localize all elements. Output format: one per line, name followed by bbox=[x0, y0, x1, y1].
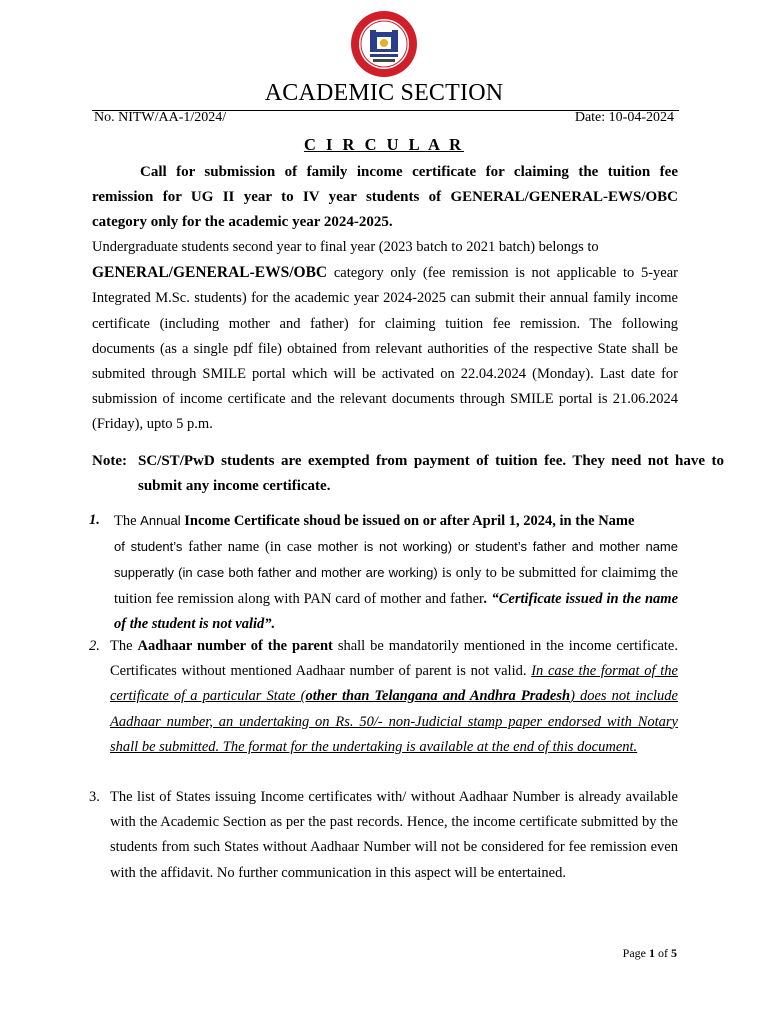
page-total: 5 bbox=[671, 946, 677, 960]
note-block bbox=[92, 449, 724, 499]
note-label: Note: bbox=[92, 453, 127, 469]
item-text: Annual bbox=[140, 513, 181, 528]
list-item bbox=[89, 634, 678, 760]
circular-subject: Call for submission of family income certificate for claiming the tuition fee remission for UG II year to IV year students of GENERAL/GENERAL-EWS/OBC category only for the academic year 2024-2025. bbox=[92, 164, 678, 231]
item-text: Income Certificate shoud be issued on or after April 1, 2024, in the Name bbox=[180, 513, 635, 529]
intro-text-c: category only (fee remission is not applicable to 5-year Integrated M.Sc. students) for the academic year 2024-2025 can submit their annual family income certificate (including mother and father) for claiming tuition fee remission. The following documents (as a single pdf file) obtained from relevant authorities of the respective State shall be submited through SMILE portal which will be activated on 22.04.2024 (Monday). Last date for submission of income certificate and the relevant documents through SMILE portal is 21.06.2024 (Friday), upto 5 p.m. bbox=[92, 265, 678, 433]
list-item bbox=[89, 508, 679, 637]
item-text: The bbox=[114, 513, 141, 529]
page-label: Page bbox=[622, 946, 649, 960]
reference-number: No. NITW/AA-1/2024/ bbox=[94, 110, 227, 125]
item-text: The list of States issuing Income certificates with/ without Aadhaar Number is already available with the Academic Section as per the past records. Hence, the income certificate submitted by the students from such States without Aadhaar Number will not be considered for fee remission even with the affidavit. No further communication in this aspect will be entertained. bbox=[110, 789, 678, 881]
item-number: 3. bbox=[89, 789, 100, 805]
list-item bbox=[89, 785, 678, 886]
page-of: of bbox=[655, 946, 671, 960]
item-text: In case the format of the certificate of a particular State ( bbox=[110, 663, 678, 705]
item-text: Aadhaar number of the parent bbox=[137, 638, 333, 654]
item-text: shall be mandatorily mentioned in the income certificate. Certificates without mentioned Aadhaar number of parent is not valid. bbox=[110, 638, 678, 680]
item-text: of student’s bbox=[114, 539, 189, 555]
institute-emblem-icon bbox=[346, 8, 422, 80]
intro-paragraph bbox=[92, 235, 678, 438]
item-number: 2. bbox=[89, 638, 100, 654]
page-current: 1 bbox=[649, 946, 655, 960]
intro-text-a: Undergraduate students second year to final year (2023 batch to 2021 batch) belongs to bbox=[92, 239, 599, 255]
intro-category: GENERAL/GENERAL-EWS/OBC bbox=[92, 264, 328, 282]
item-text: mother is not working) or student’s father and mother name supperatly bbox=[114, 539, 678, 581]
section-title: ACADEMIC SECTION bbox=[264, 80, 504, 106]
circular-date: Date: 10-04-2024 bbox=[574, 110, 674, 125]
item-text: father name (in case bbox=[188, 539, 312, 556]
page-number bbox=[623, 946, 677, 961]
item-text: other than Telangana and Andhra Pradesh bbox=[305, 688, 571, 705]
item-text: is only to be submitted for claimimg the tuition fee remission along with PAN card of mother and father bbox=[114, 565, 678, 607]
item-number: 1. bbox=[89, 512, 100, 528]
item-text: (in case both father and mother are working) bbox=[178, 565, 442, 581]
note-text: SC/ST/PwD students are exempted from payment of tuition fee. They need not have to submit any income certificate. bbox=[138, 453, 724, 495]
item-text: ) does not include Aadhaar number, an undertaking on Rs. 50/- non-Judicial stamp paper endorsed with Notary shall be submitted. The format for the undertaking is available at the end of this document. bbox=[110, 688, 678, 755]
item-text: . “Certificate issued in the name of the student is not valid”. bbox=[114, 590, 679, 632]
document-type: C I R C U L A R bbox=[303, 135, 465, 154]
item-text: The bbox=[110, 638, 138, 654]
